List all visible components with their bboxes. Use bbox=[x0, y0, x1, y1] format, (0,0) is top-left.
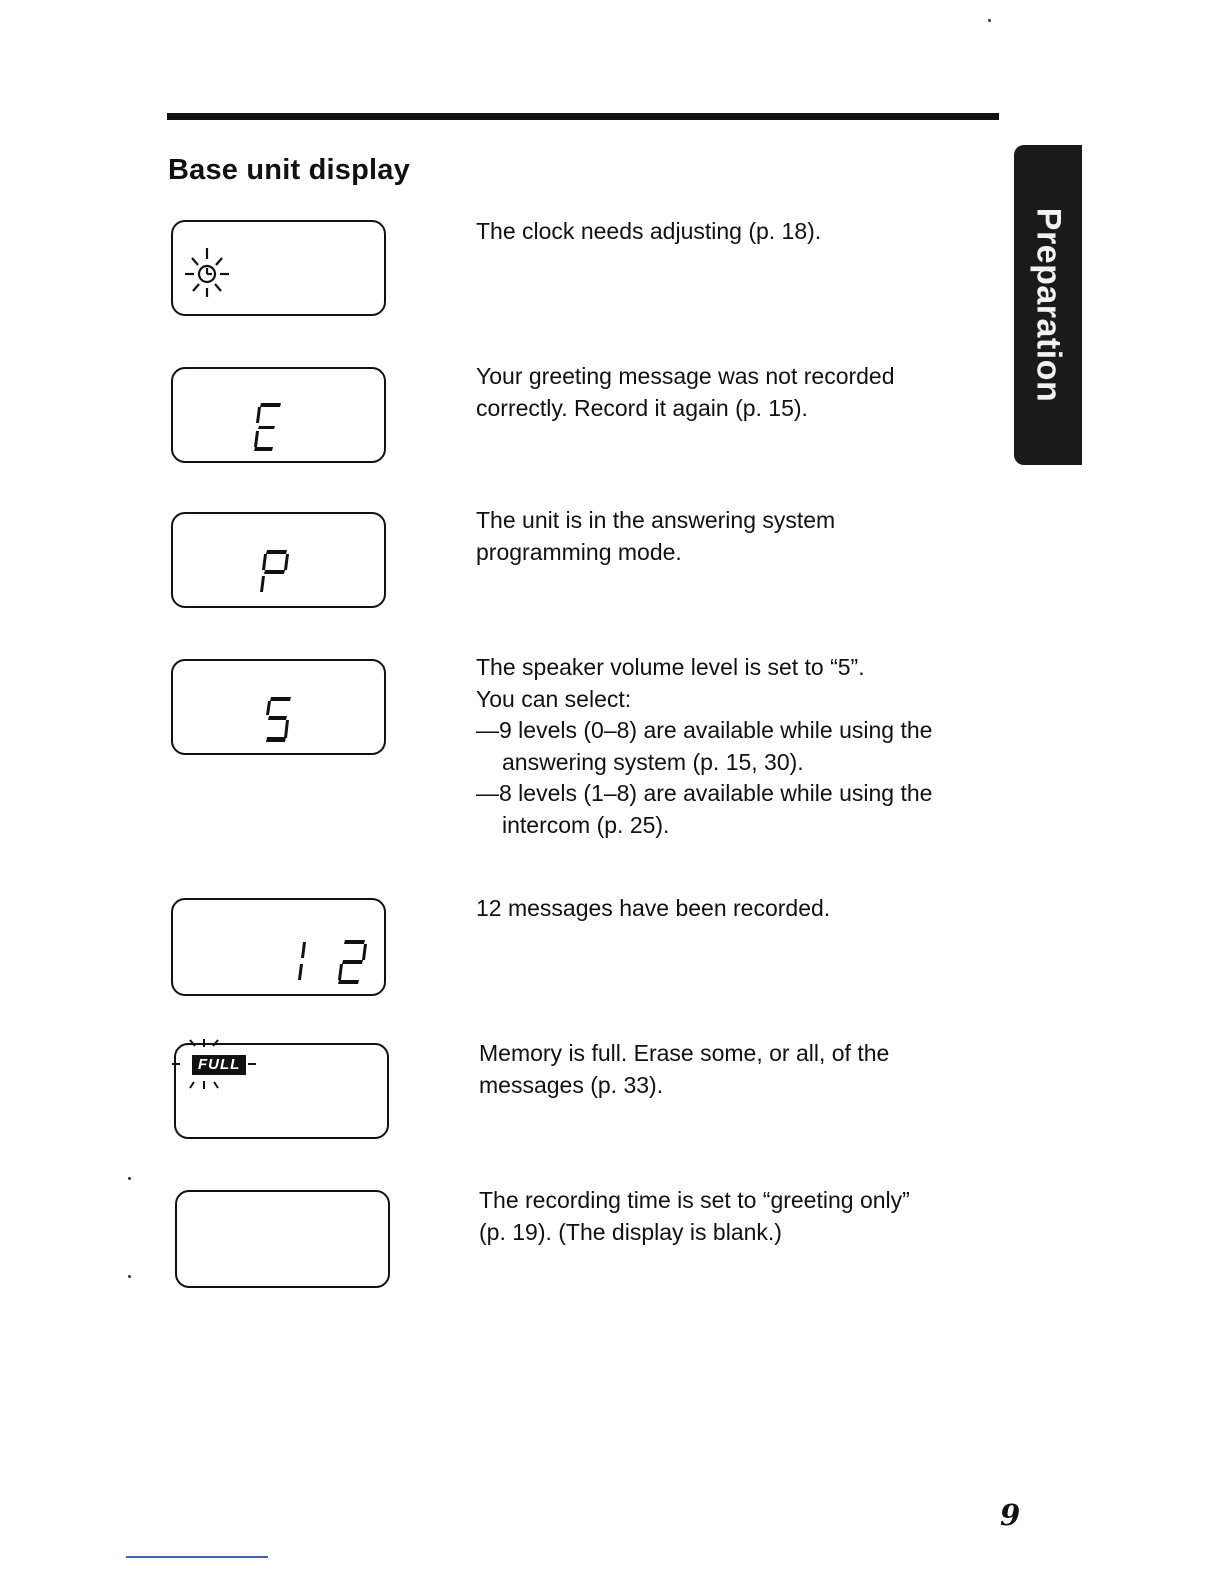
seven-segment-12 bbox=[291, 932, 375, 992]
lcd-display-12 bbox=[171, 898, 386, 996]
lcd-display-clock bbox=[171, 220, 386, 316]
description-line: Your greeting message was not recorded bbox=[476, 363, 895, 389]
page-number: 9 bbox=[1000, 1498, 1021, 1532]
lcd-display-full bbox=[174, 1043, 389, 1139]
description-line: (p. 19). (The display is blank.) bbox=[479, 1218, 782, 1245]
description-line: The clock needs adjusting (p. 18). bbox=[476, 218, 822, 244]
scan-dot bbox=[988, 19, 991, 22]
side-tab bbox=[1014, 145, 1082, 465]
description-e bbox=[476, 361, 895, 424]
description-line: Memory is full. Erase some, or all, of the bbox=[479, 1040, 890, 1066]
description-line: —8 levels (1–8) are available while using the bbox=[476, 780, 933, 806]
description-line: programming mode. bbox=[476, 538, 682, 565]
description-line: answering system (p. 15, 30). bbox=[502, 748, 804, 775]
description-12 bbox=[476, 893, 830, 925]
top-rule bbox=[167, 113, 999, 120]
description-p bbox=[476, 505, 835, 568]
description-clock bbox=[476, 216, 821, 248]
lcd-display-p bbox=[171, 512, 386, 608]
full-label: FULL bbox=[198, 1056, 241, 1073]
scan-dot bbox=[128, 1275, 131, 1278]
description-full bbox=[479, 1038, 889, 1101]
side-tab-label: Preparation bbox=[1029, 207, 1068, 403]
blink-rays-icon bbox=[170, 1037, 266, 1097]
description-blank bbox=[479, 1185, 910, 1248]
description-5 bbox=[476, 652, 932, 841]
description-line: The speaker volume level is set to “5”. bbox=[476, 654, 865, 680]
seven-segment-p bbox=[257, 544, 293, 602]
description-line: messages (p. 33). bbox=[479, 1071, 664, 1098]
seven-segment-e bbox=[251, 399, 285, 457]
description-line: —9 levels (0–8) are available while using the bbox=[476, 717, 933, 743]
description-line: intercom (p. 25). bbox=[502, 811, 670, 838]
footer-rule bbox=[126, 1556, 268, 1558]
lcd-display-5 bbox=[171, 659, 386, 755]
clock-icon bbox=[179, 242, 235, 302]
description-line: You can select: bbox=[476, 685, 632, 712]
description-line: The recording time is set to “greeting only” bbox=[479, 1187, 910, 1213]
section-title: Base unit display bbox=[168, 154, 410, 186]
description-line: 12 messages have been recorded. bbox=[476, 895, 831, 921]
description-line: The unit is in the answering system bbox=[476, 507, 836, 533]
scan-dot bbox=[128, 1177, 131, 1180]
seven-segment-5 bbox=[261, 691, 297, 749]
lcd-display-e bbox=[171, 367, 386, 463]
description-line: correctly. Record it again (p. 15). bbox=[476, 394, 808, 421]
lcd-display-blank bbox=[175, 1190, 390, 1288]
